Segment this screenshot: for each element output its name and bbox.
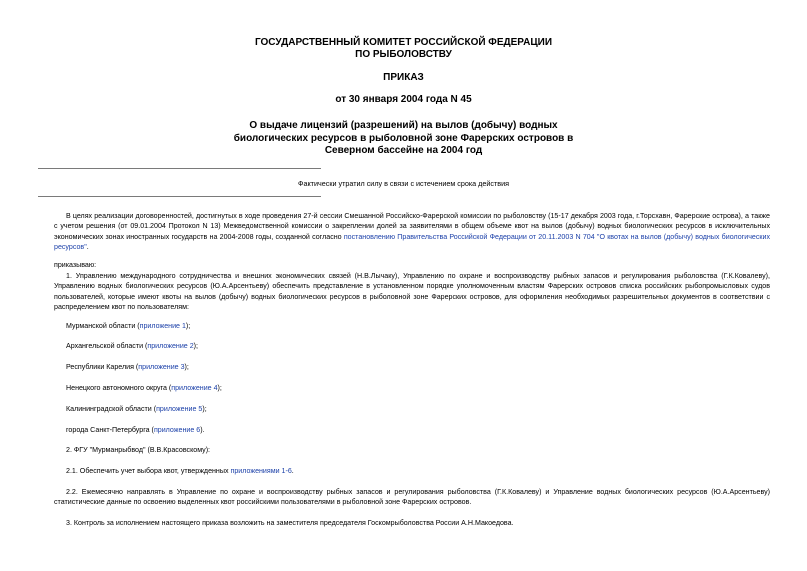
point-3: 3. Контроль за исполнением настоящего приказа возложить на заместителя председателя Госкомрыболовства России А.Н.Макоедова. bbox=[66, 519, 514, 527]
government-decree-link[interactable]: постановлению Правительства Российской Федерации от 20.11.2003 N 704 "О квотах на вылов (добычу) водных биологических ресурсов" bbox=[54, 232, 770, 252]
preamble-text: В целях реализации договоренностей, достигнутых в ходе проведения 27-й сессии Смешанной Российско-Фарерской комиссии по рыболовству (15-17 декабря 2003 года, г.Торсхавн, Фарерские острова), а также с учетом решения (от 09.01.2004 Протокол N 13) Межведомственной комиссии о закреплении долей за заявителями в общем объеме квот на вылов (добычу) водных биологических ресурсов в исключительных экономических зонах иностранных государств на 2004-2008 годы, созданной согласно bbox=[54, 212, 770, 241]
appendix-6-link[interactable]: приложение 6 bbox=[153, 426, 201, 434]
org-name-line1: ГОСУДАРСТВЕННЫЙ КОМИТЕТ РОССИЙСКОЙ ФЕДЕРАЦИИ bbox=[254, 37, 553, 48]
document-title-line1: О выдаче лицензий (разрешений) на вылов (добычу) водных bbox=[249, 120, 558, 131]
appendices-1-6-link[interactable]: приложениями 1-6 bbox=[230, 467, 292, 475]
point-2-2-paragraph: 2.2. Ежемесячно направлять в Управление по охране и воспроизводству рыбных запасов и регулирования рыболовства (Г.К.Ковалеву) и Управление водных биологических ресурсов (Ю.А.Арсентьеву) статистические данные по освоению выделенных квот российскими пользователями в рыболовной зоне Фарерских островов. bbox=[54, 488, 770, 507]
list-item-arkhangelsk: Архангельской области (приложение 2); bbox=[66, 342, 198, 350]
list-item-murmansk: Мурманской области (приложение 1); bbox=[66, 322, 191, 330]
order-word: приказываю: bbox=[54, 261, 97, 269]
document-type: ПРИКАЗ bbox=[383, 72, 424, 83]
list-item-saint-petersburg: города Санкт-Петербурга (приложение 6). bbox=[66, 426, 205, 434]
list-item-kaliningrad: Калининградской области (приложение 5); bbox=[66, 405, 207, 413]
document-date-number: от 30 января 2004 года N 45 bbox=[335, 94, 472, 105]
appendix-2-link[interactable]: приложение 2 bbox=[147, 342, 194, 350]
list-item-nenets: Ненецкого автономного округа (приложение 4); bbox=[66, 384, 222, 392]
validity-status: Фактически утратил силу в связи с истечением срока действия bbox=[298, 179, 509, 188]
document-title bbox=[0, 120, 807, 158]
preamble-tail: . bbox=[86, 243, 89, 252]
appendix-1-link[interactable]: приложение 1 bbox=[139, 322, 186, 330]
point-1-paragraph: 1. Управлению международного сотрудничества и внешних экономических связей (Н.В.Лычаку), Управлению по охране и воспроизводству рыбных запасов и регулирования рыболовства (Г.К.Ковалеву), Управлению водных биологических ресурсов (Ю.А.Арсентьеву) обеспечить представление в установленном порядке уполномоченным властям Фарерских островов списка российских рыбопромысловых судов пользователей, которые имеют квоты на вылов (добычу) водных биологических ресурсов в рыболовной зоне Фарерских островов, для оформления необходимых разрешительных документов в соответствии с распределением квот по пользователям: bbox=[54, 272, 770, 312]
divider-top bbox=[38, 168, 321, 169]
appendix-4-link[interactable]: приложение 4 bbox=[171, 384, 218, 392]
appendix-3-link[interactable]: приложение 3 bbox=[138, 363, 185, 371]
list-item-karelia: Республики Карелия (приложение 3); bbox=[66, 363, 189, 371]
org-name-line2: ПО РЫБОЛОВСТВУ bbox=[355, 49, 452, 60]
appendix-5-link[interactable]: приложение 5 bbox=[156, 405, 203, 413]
document-title-line2: биологических ресурсов в рыболовной зоне Фарерских островов в bbox=[233, 132, 574, 144]
divider-bottom bbox=[38, 196, 321, 197]
document-title-line3: Северном бассейне на 2004 год bbox=[324, 145, 483, 156]
point-2-1: 2.1. Обеспечить учет выбора квот, утвержденных приложениями 1-6. bbox=[66, 467, 294, 475]
preamble-paragraph bbox=[54, 211, 770, 253]
point-2-heading: 2. ФГУ "Мурманрыбвод" (В.В.Красовскому): bbox=[66, 446, 211, 454]
